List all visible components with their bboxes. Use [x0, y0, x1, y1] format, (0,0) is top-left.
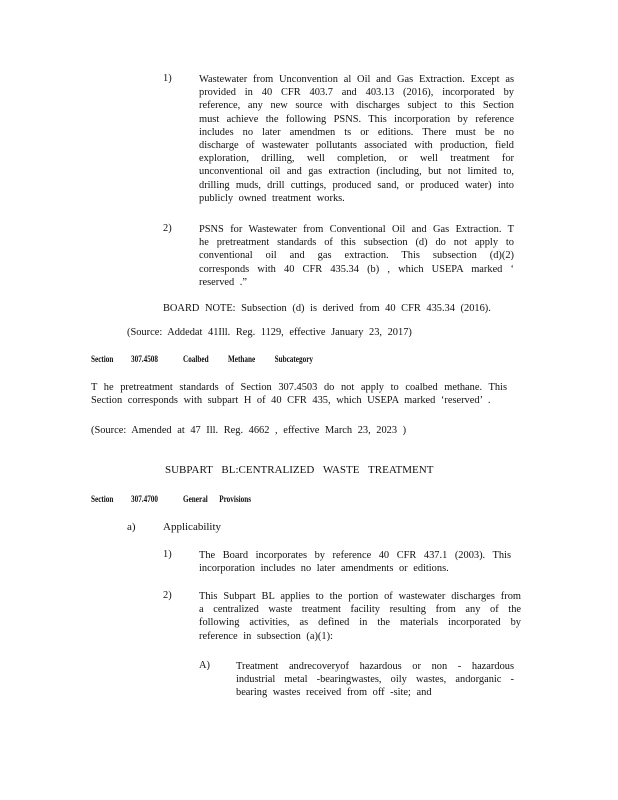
source-note: (Source: Addedat 41Ill. Reg. 1129, effective January 23, 2017) [127, 327, 412, 338]
subsection-heading: Applicability [163, 521, 222, 533]
list-number: 1) [163, 549, 172, 560]
paragraph-incorporation: The Board incorporates by reference 40 CFR 437.1 (2003). This incorporation includes no later amendments or editions. [199, 550, 511, 575]
subsection-letter: a) [127, 521, 136, 533]
section-title: Coalbed Methane Subcategory [183, 354, 313, 364]
section-number: 307.4700 [131, 494, 158, 504]
paragraph-conventional-extraction: PSNS for Wastewater from Conventional Oil and Gas Extraction. T he pretreatment standards of this subsection (d) do not apply to conventional oil and gas extraction. This subsection (d)(2) corresponds with 40 CFR 435.34 (b) , which USEPA marked ‘ reserved .” [199, 224, 514, 288]
section-title: General Provisions [183, 494, 252, 504]
paragraph-unconventional-extraction: Wastewater from Unconvention al Oil and Gas Extraction. Except as provided in 40 CFR 403.7 and 403.13 (2016), incorporated by reference, any new source with discharges subject to this Section must achieve the following PSNS. This incorporation by reference includes no later amendmen ts or editions. There must be no discharge of wastewater pollutants associated with production, field exploration, drilling, well completion, or well treatment for unconventional oil and gas extraction (including, but not limited to, drilling muds, drill cuttings, produced sand, or produced water) into publicly owned treatment works. [199, 74, 514, 204]
paragraph-treatment-recovery: Treatment andrecoveryof hazardous or non - hazardous industrial metal -bearingwastes, oily wastes, andorganic - bearing wastes received from off -site; and [236, 661, 514, 699]
source-note: (Source: Amended at 47 Ill. Reg. 4662 , effective March 23, 2023 ) [91, 425, 407, 436]
section-label: Section [91, 354, 114, 364]
board-note: BOARD NOTE: Subsection (d) is derived from 40 CFR 435.34 (2016). [163, 303, 491, 314]
list-number: 2) [163, 223, 172, 234]
list-number: 2) [163, 590, 172, 601]
list-number: 1) [163, 73, 172, 84]
section-number: 307.4508 [131, 354, 158, 364]
paragraph-coalbed-methane: T he pretreatment standards of Section 307.4503 do not apply to coalbed methane. This Section corresponds with subpart H of 40 CFR 435, which USEPA marked ‘reserved’ . [91, 382, 507, 407]
section-label: Section [91, 494, 114, 504]
list-letter: A) [199, 660, 210, 671]
subpart-title: SUBPART BL:CENTRALIZED WASTE TREATMENT [165, 464, 434, 476]
paragraph-subpart-applies: This Subpart BL applies to the portion of wastewater discharges from a centralized waste treatment facility resulting from any of the following activities, as defined in the materials incorporated by reference in subsection (a)(1): [199, 591, 521, 642]
